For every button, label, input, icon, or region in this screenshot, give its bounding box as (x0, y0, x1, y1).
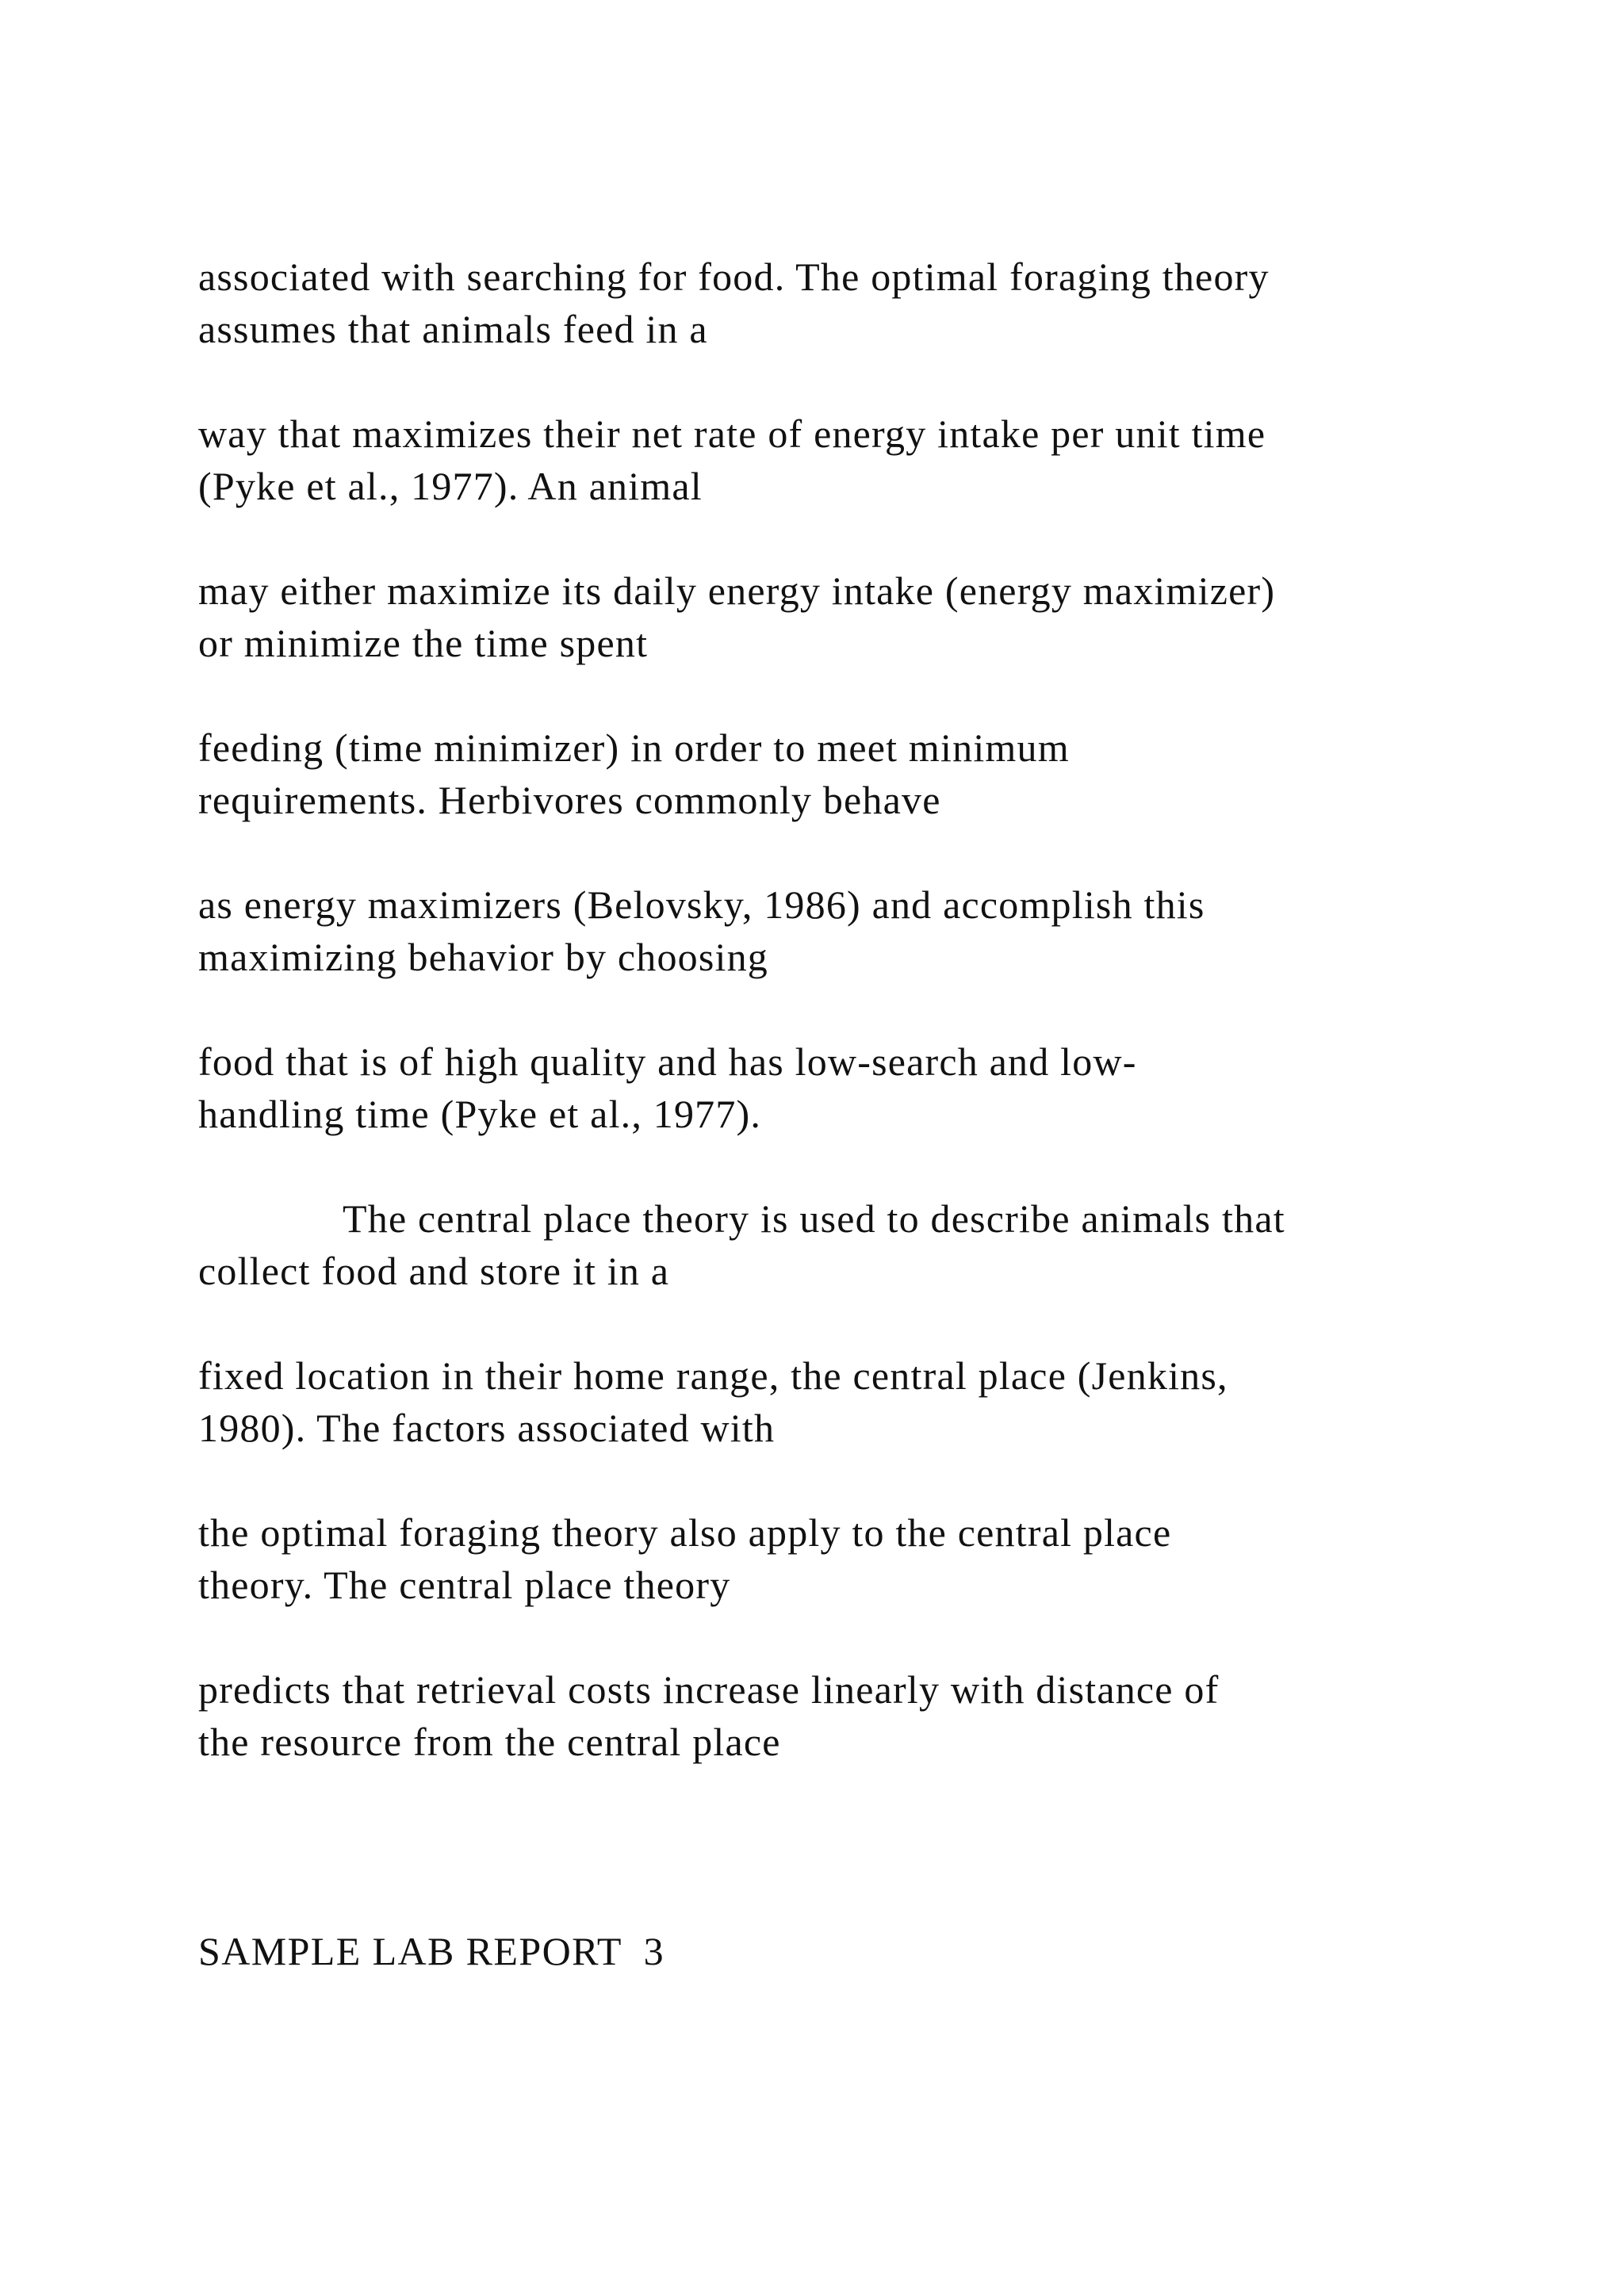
text-line: may either maximize its daily energy intake (energy maximizer) (198, 568, 1276, 613)
paragraph-3 (198, 564, 1507, 669)
text-line: or minimize the time spent (198, 621, 649, 665)
paragraph-1 (198, 251, 1507, 355)
paragraph-8 (198, 1349, 1507, 1454)
paragraph-10 (198, 1663, 1507, 1768)
text-line: maximizing behavior by choosing (198, 935, 769, 979)
text-line: food that is of high quality and has low-search and low- (198, 1039, 1137, 1084)
text-line-indented: The central place theory is used to describe animals that (343, 1196, 1285, 1241)
text-line: associated with searching for food. The optimal foraging theory (198, 254, 1270, 299)
text-line: the resource from the central place (198, 1720, 781, 1764)
text-line: 1980). The factors associated with (198, 1406, 776, 1450)
text-line: theory. The central place theory (198, 1563, 731, 1607)
text-line: feeding (time minimizer) in order to meet minimum (198, 725, 1070, 770)
paragraph-5 (198, 878, 1507, 983)
text-line: handling time (Pyke et al., 1977). (198, 1092, 762, 1136)
text-line: collect food and store it in a (198, 1249, 670, 1293)
text-line: requirements. Herbivores commonly behave (198, 778, 941, 822)
text-line: as energy maximizers (Belovsky, 1986) and accomplish this (198, 882, 1205, 927)
paragraph-7 (198, 1192, 1507, 1297)
text-line: (Pyke et al., 1977). An animal (198, 464, 703, 508)
text-line: the optimal foraging theory also apply to the central place (198, 1510, 1172, 1555)
text-line: fixed location in their home range, the central place (Jenkins, (198, 1353, 1228, 1398)
text-line: way that maximizes their net rate of energy intake per unit time (198, 411, 1266, 456)
running-header: SAMPLE LAB REPORT 3 (198, 1929, 665, 1973)
text-line: assumes that animals feed in a (198, 307, 708, 351)
paragraph-9 (198, 1506, 1507, 1611)
paragraph-4 (198, 721, 1507, 826)
text-line: predicts that retrieval costs increase linearly with distance of (198, 1667, 1220, 1712)
paragraph-2 (198, 408, 1507, 512)
paragraph-6 (198, 1035, 1507, 1140)
